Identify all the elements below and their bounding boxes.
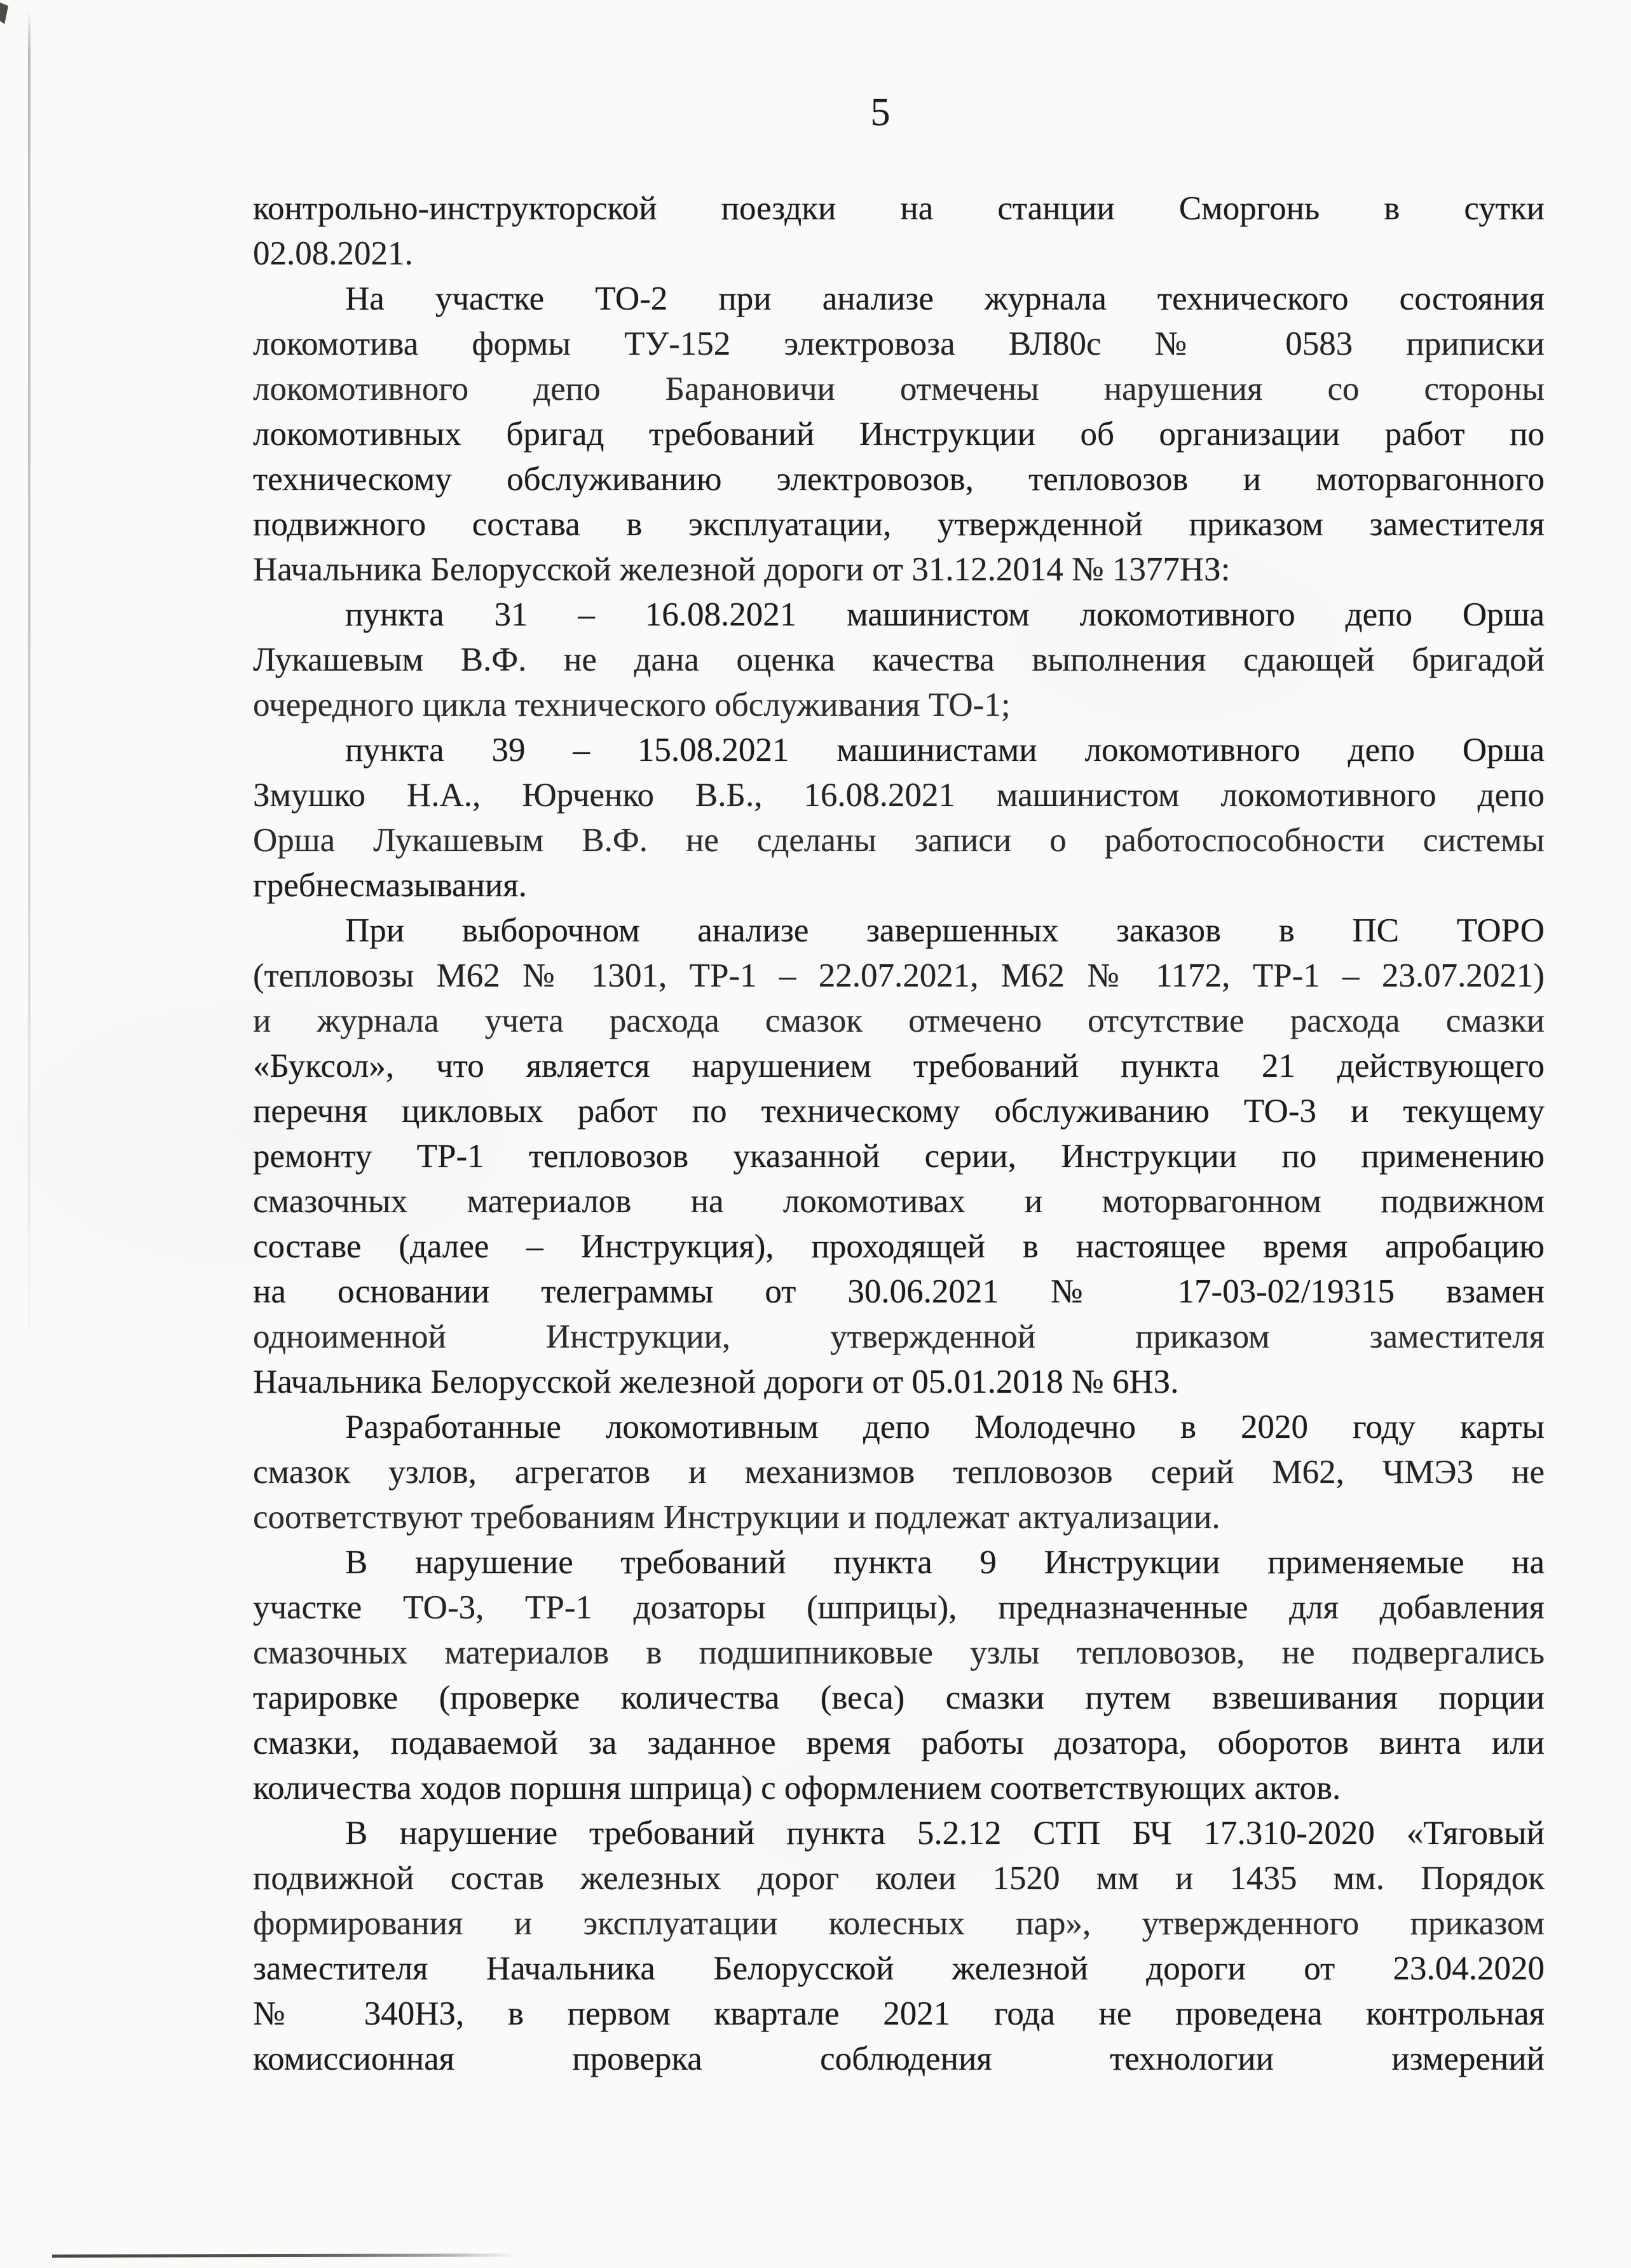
text-line: Змушко Н.А., Юрченко В.Б., 16.08.2021 машинистом локомотивного депо	[253, 777, 1545, 814]
text-line: контрольно-инструкторской поездки на станции Сморгонь в сутки	[253, 190, 1545, 227]
text-line: соответствуют требованиям Инструкции и подлежат актуализации.	[253, 1499, 1220, 1536]
paragraph	[253, 1405, 1545, 1540]
text-line: пункта 39 – 15.08.2021 машинистами локомотивного депо Орша	[345, 732, 1545, 769]
text-line: смазок узлов, агрегатов и механизмов тепловозов серий М62, ЧМЭ3 не	[253, 1454, 1545, 1491]
text-line: В нарушение требований пункта 9 Инструкции применяемые на	[345, 1544, 1545, 1581]
text-line: составе (далее – Инструкция), проходящей в настоящее время апробацию	[253, 1228, 1545, 1265]
text-line: В нарушение требований пункта 5.2.12 СТП БЧ 17.310-2020 «Тяговый	[345, 1815, 1545, 1852]
text-line: Орша Лукашевым В.Ф. не сделаны записи о работоспособности системы	[253, 822, 1545, 859]
text-line: При выборочном анализе завершенных заказов в ПС ТОРО	[345, 912, 1545, 949]
paragraph	[253, 908, 1545, 1405]
text-line: № 340НЗ, в первом квартале 2021 года не проведена контрольная	[253, 1995, 1545, 2032]
document-text-column	[253, 186, 1545, 2082]
text-line: на основании телеграммы от 30.06.2021 № 17-03-02/19315 взамен	[253, 1273, 1545, 1310]
paragraph	[253, 186, 1545, 277]
scan-fold-line	[28, 10, 31, 1377]
text-line: подвижной состав железных дорог колеи 1520 мм и 1435 мм. Порядок	[253, 1860, 1545, 1897]
text-line: Разработанные локомотивным депо Молодечно в 2020 году карты	[345, 1409, 1545, 1445]
text-line: и журнала учета расхода смазок отмечено отсутствие расхода смазки	[253, 1002, 1545, 1039]
text-line: (тепловозы М62 № 1301, ТР-1 – 22.07.2021, М62 № 1172, ТР-1 – 23.07.2021)	[253, 957, 1545, 994]
paragraph	[253, 1811, 1545, 2082]
text-line: перечня цикловых работ по техническому обслуживанию ТО-3 и текущему	[253, 1093, 1545, 1130]
text-line: смазочных материалов на локомотивах и моторвагонном подвижном	[253, 1183, 1545, 1220]
text-line: локомотивного депо Барановичи отмечены нарушения со стороны	[253, 371, 1545, 407]
paragraph	[253, 1540, 1545, 1811]
text-line: «Буксол», что является нарушением требований пункта 21 действующего	[253, 1048, 1545, 1084]
text-line: техническому обслуживанию электровозов, тепловозов и моторвагонного	[253, 461, 1545, 498]
text-line: подвижного состава в эксплуатации, утвержденной приказом заместителя	[253, 506, 1545, 543]
text-line: пункта 31 – 16.08.2021 машинистом локомотивного депо Орша	[345, 596, 1545, 633]
text-line: локомотивных бригад требований Инструкции об организации работ по	[253, 416, 1545, 453]
text-line: Лукашевым В.Ф. не дана оценка качества выполнения сдающей бригадой	[253, 641, 1545, 678]
text-line: тарировке (проверке количества (веса) смазки путем взвешивания порции	[253, 1679, 1545, 1716]
text-line: количества ходов поршня шприца) с оформлением соответствующих актов.	[253, 1770, 1341, 1807]
scan-corner-mark	[0, 3, 8, 24]
text-line: локомотива формы ТУ-152 электровоза ВЛ80с № 0583 приписки	[253, 325, 1545, 362]
text-line: участке ТО-3, ТР-1 дозаторы (шприцы), предназначенные для добавления	[253, 1589, 1545, 1626]
text-line: гребнесмазывания.	[253, 867, 527, 904]
text-line: 02.08.2021.	[253, 235, 413, 272]
paragraph	[253, 592, 1545, 728]
paragraph	[253, 728, 1545, 908]
scan-edge-line	[52, 2253, 517, 2258]
text-line: Начальника Белорусской железной дороги от 31.12.2014 № 1377НЗ:	[253, 551, 1231, 588]
text-line: заместителя Начальника Белорусской железной дороги от 23.04.2020	[253, 1950, 1545, 1987]
text-line: смазки, подаваемой за заданное время работы дозатора, оборотов винта или	[253, 1725, 1545, 1761]
text-line: ремонту ТР-1 тепловозов указанной серии, Инструкции по применению	[253, 1138, 1545, 1175]
text-line: формирования и эксплуатации колесных пар», утвержденного приказом	[253, 1905, 1545, 1942]
text-line: смазочных материалов в подшипниковые узлы тепловозов, не подвергались	[253, 1634, 1545, 1671]
text-line: очередного цикла технического обслуживания ТО-1;	[253, 687, 1011, 723]
text-line: На участке ТО-2 при анализе журнала технического состояния	[345, 280, 1545, 317]
text-line: одноименной Инструкции, утвержденной приказом заместителя	[253, 1318, 1545, 1355]
page-number: 5	[870, 91, 891, 134]
text-line: Начальника Белорусской железной дороги от 05.01.2018 № 6НЗ.	[253, 1363, 1179, 1400]
text-line: комиссионная проверка соблюдения технологии измерений	[253, 2040, 1545, 2077]
paragraph	[253, 277, 1545, 592]
